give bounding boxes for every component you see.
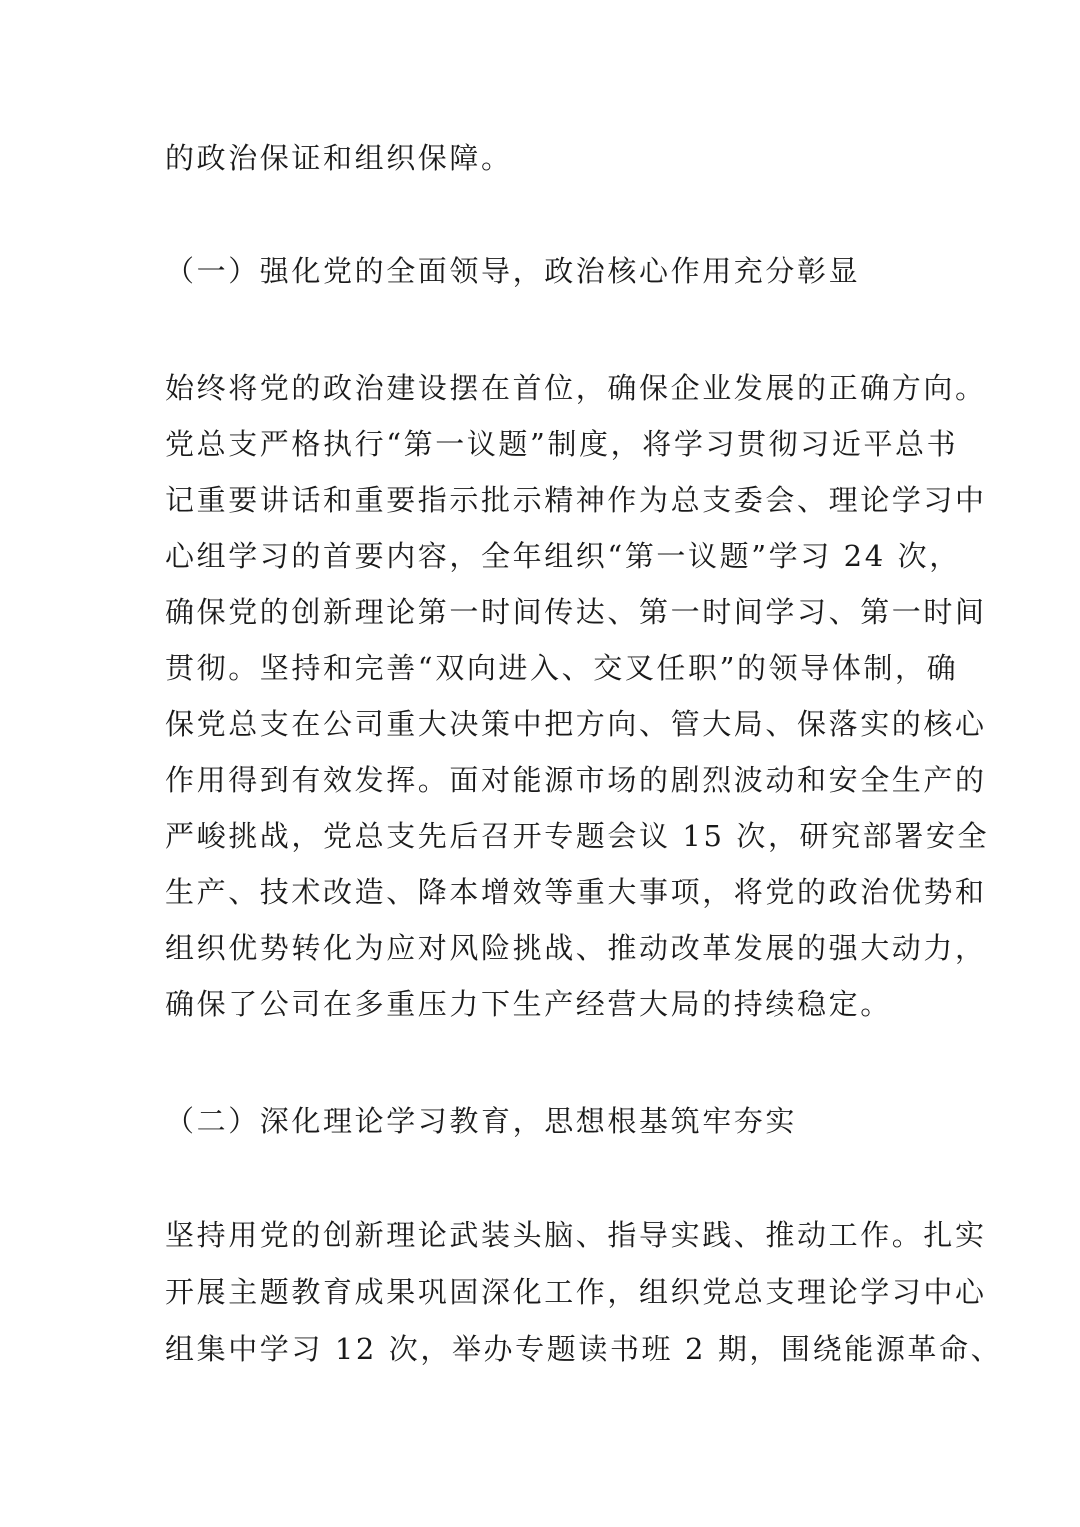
section-1-line: 作用得到有效发挥。面对能源市场的剧烈波动和安全生产的 [165, 763, 987, 797]
section-2-line: 组集中学习 12 次，举办专题读书班 2 期，围绕能源革命、 [165, 1332, 1003, 1366]
section-1-line: 党总支严格执行“第一议题”制度，将学习贯彻习近平总书 [165, 427, 959, 461]
section-1-line: 记重要讲话和重要指示批示精神作为总支委会、理论学习中 [165, 483, 987, 517]
section-1-line: 始终将党的政治建设摆在首位，确保企业发展的正确方向。 [165, 371, 987, 405]
section-2-line: 开展主题教育成果巩固深化工作，组织党总支理论学习中心 [165, 1275, 987, 1309]
section-1-line: 确保党的创新理论第一时间传达、第一时间学习、第一时间 [165, 595, 987, 629]
intro-line: 的政治保证和组织保障。 [165, 141, 513, 175]
section-1-line: 生产、技术改造、降本增效等重大事项，将党的政治优势和 [165, 875, 987, 909]
section-2-heading: （二）深化理论学习教育，思想根基筑牢夯实 [165, 1104, 798, 1138]
section-1-line: 心组学习的首要内容，全年组织“第一议题”学习 24 次， [165, 539, 961, 573]
section-1-line: 严峻挑战，党总支先后召开专题会议 15 次，研究部署安全 [165, 819, 990, 853]
section-1-line: 组织优势转化为应对风险挑战、推动改革发展的强大动力， [165, 931, 987, 965]
section-2-line: 坚持用党的创新理论武装头脑、指导实践、推动工作。扎实 [165, 1218, 987, 1252]
section-1-heading: （一）强化党的全面领导，政治核心作用充分彰显 [165, 254, 861, 288]
section-1-line: 贯彻。坚持和完善“双向进入、交叉任职”的领导体制，确 [165, 651, 959, 685]
section-1-line: 保党总支在公司重大决策中把方向、管大局、保落实的核心 [165, 707, 987, 741]
section-1-line: 确保了公司在多重压力下生产经营大局的持续稳定。 [165, 987, 892, 1021]
